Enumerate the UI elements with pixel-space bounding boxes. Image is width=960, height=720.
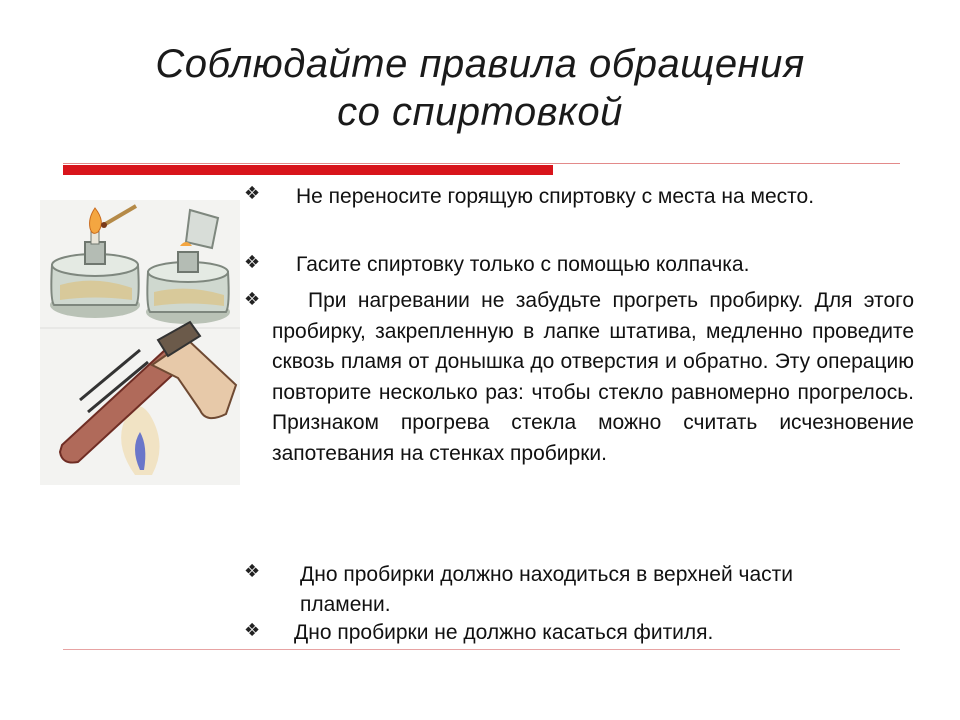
bullet-2-text: Гасите спиртовку только с помощью колпачка. (296, 253, 750, 276)
bullet-5-text: Дно пробирки не должно касаться фитиля. (294, 621, 714, 644)
bullet-2-diamond-icon: ❖ (244, 252, 261, 272)
alcohol-lamp-illustration (40, 200, 240, 485)
title-line-2: со спиртовкой (337, 90, 623, 134)
bullet-4-diamond-icon: ❖ (244, 561, 261, 581)
title-divider-thin (63, 163, 900, 164)
bullet-4-text: Дно пробирки должно находиться в верхней части пламени. (300, 563, 793, 616)
bullet-5-diamond-icon: ❖ (244, 620, 261, 640)
title-divider-accent (63, 165, 553, 175)
bullet-1-diamond-icon: ❖ (244, 183, 261, 203)
bullet-3-text: При нагревании не забудьте прогреть пробирку. Для этого пробирку, закрепленную в лапке штатива, медленно проведите сквозь пламя от донышка до отверстия и обратно. Эту операцию повторите несколько раз: чтобы стекло равномерно прогрелось. Признаком прогрева стекла можно считать исчезновение запотевания на стенках пробирки. (272, 289, 914, 465)
bullet-1-text: Не переносите горящую спиртовку с места на место. (296, 185, 815, 208)
bottom-divider (63, 649, 900, 650)
title-line-1: Соблюдайте правила обращения (155, 42, 805, 86)
bullet-3-diamond-icon: ❖ (244, 289, 261, 309)
page-title (60, 40, 900, 136)
